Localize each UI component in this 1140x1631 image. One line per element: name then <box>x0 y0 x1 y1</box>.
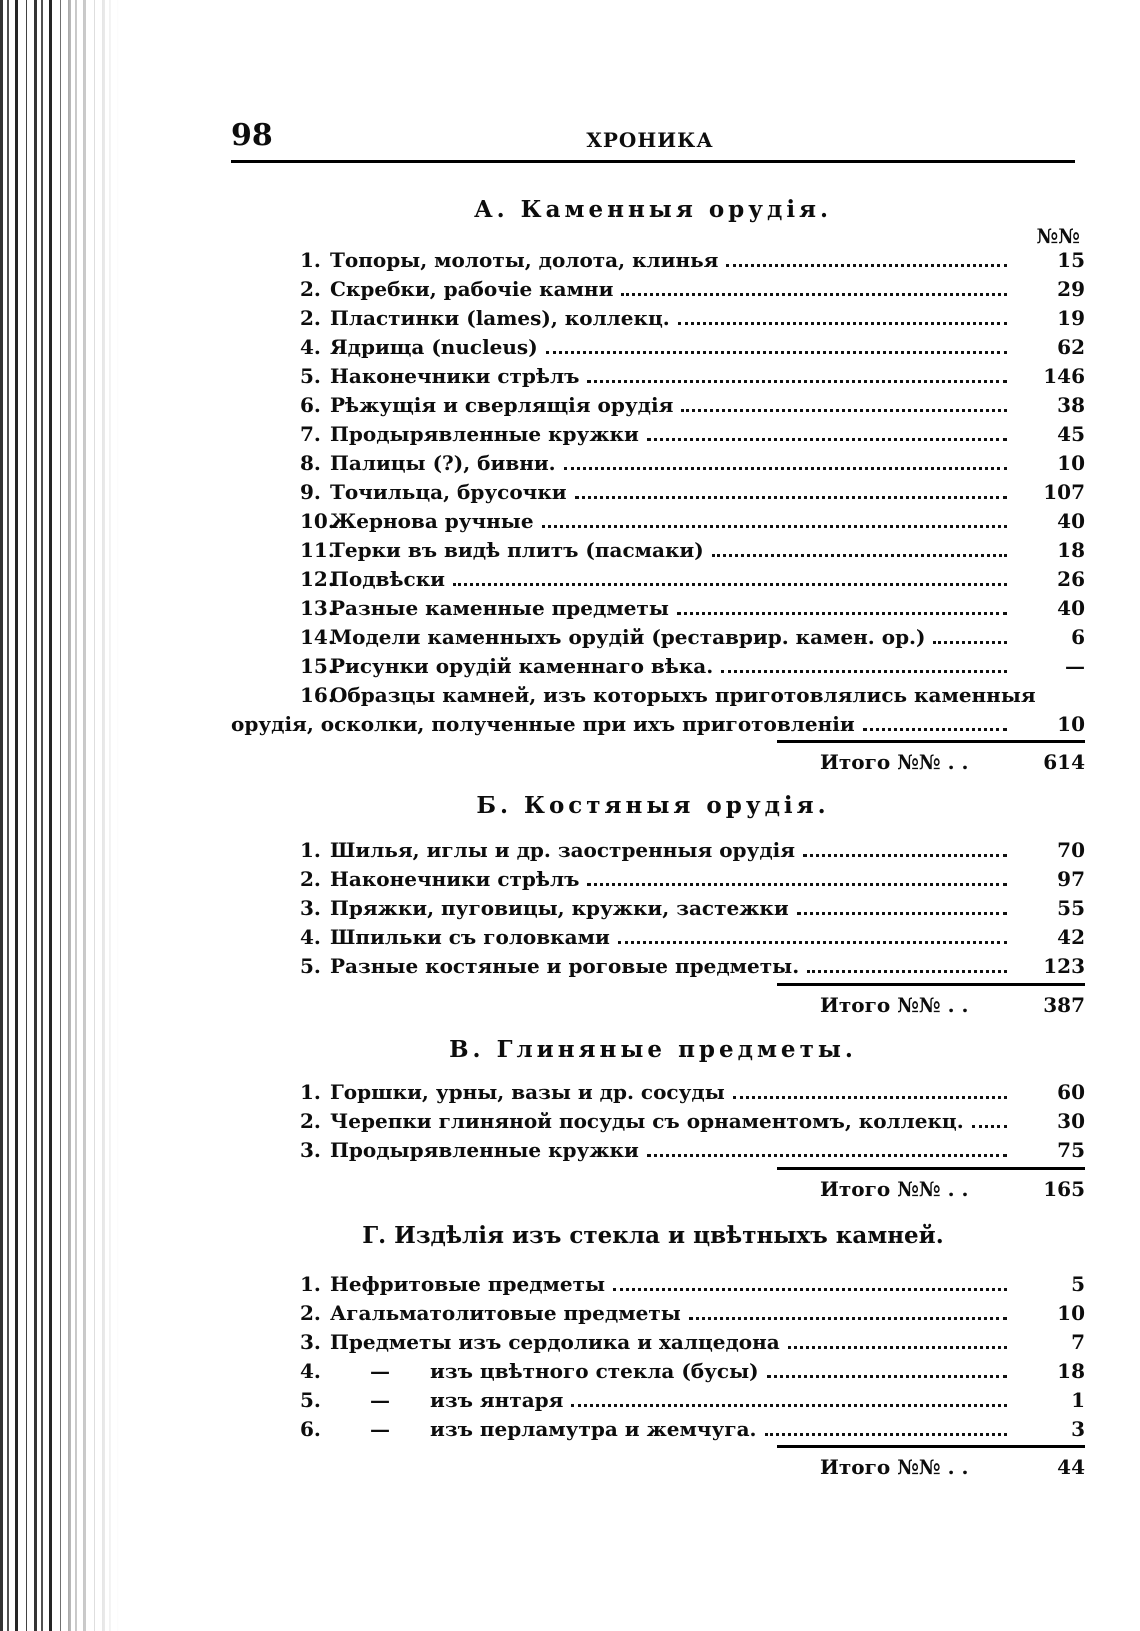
item-label: Предметы изъ сердолика и халцедона <box>330 1330 780 1354</box>
leader-dots <box>733 1095 1007 1099</box>
item-label: Черепки глиняной посуды съ орнаментомъ, коллекц. <box>330 1109 964 1133</box>
section-g-item <box>300 1272 1085 1302</box>
item-label: Ядрища (nucleus) <box>330 335 538 359</box>
total-label: Итого №№ . . <box>820 993 969 1017</box>
item-num: 5. <box>300 954 321 978</box>
item-value: 40 <box>1057 596 1085 620</box>
item-label: Топоры, молоты, долота, клинья <box>330 248 719 272</box>
item-label: Точильца, брусочки <box>330 480 567 504</box>
section-a-item <box>300 509 1085 539</box>
item-num: 9. <box>300 480 321 504</box>
leader-dots <box>765 1432 1008 1436</box>
item-value: 29 <box>1057 277 1085 301</box>
leader-dots <box>803 853 1007 857</box>
item-label: Шпильки съ головками <box>330 925 610 949</box>
leader-dots <box>689 1316 1007 1320</box>
item-label: изъ перламутра и жемчуга. <box>430 1417 757 1441</box>
item-num: 16. <box>300 683 335 707</box>
sum-rule <box>777 983 1085 986</box>
leader-dots <box>618 940 1007 944</box>
section-a-title: А. Каменныя орудія. <box>473 196 833 223</box>
item-value: 30 <box>1057 1109 1085 1133</box>
section-v-item <box>300 1080 1085 1110</box>
section-b-item <box>300 954 1085 984</box>
ditto-dash: — <box>370 1388 390 1412</box>
item-value: 70 <box>1057 838 1085 862</box>
item-num: 2. <box>300 1109 321 1133</box>
item-value: 75 <box>1057 1138 1085 1162</box>
item-num: 6. <box>300 393 321 417</box>
item-label: Палицы (?), бивни. <box>330 451 556 475</box>
section-b-item <box>300 838 1085 868</box>
item-value: 6 <box>1071 625 1085 649</box>
item-value: 60 <box>1057 1080 1085 1104</box>
item-num: 2. <box>300 306 321 330</box>
section-b-item <box>300 896 1085 926</box>
item-num: 10. <box>300 509 335 533</box>
leader-dots <box>587 882 1007 886</box>
item-num: 1. <box>300 838 321 862</box>
item-num: 5. <box>300 1388 321 1412</box>
item-num: 1. <box>300 248 321 272</box>
leader-dots <box>788 1345 1007 1349</box>
section-v-item <box>300 1109 1085 1139</box>
item-num: 11. <box>300 538 335 562</box>
leader-dots <box>575 495 1007 499</box>
leader-dots <box>767 1374 1007 1378</box>
item-label: Агальматолитовые предметы <box>330 1301 681 1325</box>
item-num: 8. <box>300 451 321 475</box>
section-g-item <box>300 1301 1085 1331</box>
sum-rule <box>777 1167 1085 1170</box>
leader-dots <box>721 669 1007 673</box>
item-num: 3. <box>300 1330 321 1354</box>
section-a-item <box>300 654 1085 684</box>
item-label: изъ янтаря <box>430 1388 564 1412</box>
item-value: 10 <box>1057 451 1085 475</box>
total-value: 165 <box>1043 1177 1085 1201</box>
item-value: 5 <box>1071 1272 1085 1296</box>
leader-dots <box>712 553 1007 557</box>
section-a-item <box>300 364 1085 394</box>
item-label: изъ цвѣтного стекла (бусы) <box>430 1359 759 1383</box>
item-value: 40 <box>1057 509 1085 533</box>
total-label: Итого №№ . . <box>820 1455 969 1479</box>
total-value: 614 <box>1043 750 1085 774</box>
leader-dots <box>677 611 1007 615</box>
leader-dots <box>933 640 1007 644</box>
section-a-item <box>300 451 1085 481</box>
item-num: 2. <box>300 1301 321 1325</box>
item-value: 123 <box>1043 954 1085 978</box>
leader-dots <box>647 1153 1007 1157</box>
sum-rule <box>777 740 1085 743</box>
leader-dots <box>453 582 1007 586</box>
section-g-total <box>820 1455 1085 1479</box>
item-label: Терки въ видѣ плитъ (пасмаки) <box>330 538 704 562</box>
item-num: 3. <box>300 896 321 920</box>
section-a-long-item-line2 <box>231 712 1085 742</box>
item-num: 4. <box>300 1359 321 1383</box>
sum-rule <box>777 1445 1085 1448</box>
section-g-item <box>300 1330 1085 1360</box>
item-value: 97 <box>1057 867 1085 891</box>
item-num: 6. <box>300 1417 321 1441</box>
item-label: Пряжки, пуговицы, кружки, застежки <box>330 896 789 920</box>
item-value: — <box>1065 654 1085 678</box>
item-value: 55 <box>1057 896 1085 920</box>
item-value: 19 <box>1057 306 1085 330</box>
item-num: 4. <box>300 335 321 359</box>
section-b-item <box>300 867 1085 897</box>
item-label: Наконечники стрѣлъ <box>330 364 580 388</box>
section-a-item <box>300 248 1085 278</box>
section-g-item <box>300 1417 1085 1447</box>
leader-dots <box>613 1287 1007 1291</box>
leader-dots <box>797 911 1007 915</box>
item-num: 3. <box>300 1138 321 1162</box>
section-b-title: Б. Костяныя орудія. <box>476 792 830 819</box>
item-value: 3 <box>1071 1417 1085 1441</box>
item-label: Наконечники стрѣлъ <box>330 867 580 891</box>
item-num: 5. <box>300 364 321 388</box>
total-label: Итого №№ . . <box>820 1177 969 1201</box>
column-header: №№ <box>1036 224 1080 248</box>
item-label: Продырявленные кружки <box>330 422 639 446</box>
item-num: 2. <box>300 867 321 891</box>
item-label: Продырявленные кружки <box>330 1138 639 1162</box>
item-value: 18 <box>1057 1359 1085 1383</box>
item-label: Образцы камней, изъ которыхъ приготовлялись каменныя <box>330 683 1036 707</box>
item-label: Разные костяные и роговые предметы. <box>330 954 800 978</box>
section-b-item <box>300 925 1085 955</box>
item-value: 10 <box>1057 1301 1085 1325</box>
item-num: 1. <box>300 1080 321 1104</box>
section-a-item <box>300 538 1085 568</box>
section-v-title: В. Глиняные предметы. <box>449 1036 857 1063</box>
section-v-item <box>300 1138 1085 1168</box>
section-a-item <box>300 335 1085 365</box>
item-label: Пластинки (lames), коллекц. <box>330 306 670 330</box>
total-label: Итого №№ . . <box>820 750 969 774</box>
item-value: 107 <box>1043 480 1085 504</box>
item-value: 1 <box>1071 1388 1085 1412</box>
page-number: 98 <box>231 118 273 153</box>
leader-dots <box>571 1403 1007 1407</box>
item-label: Шилья, иглы и др. заостренныя орудія <box>330 838 796 862</box>
header-rule <box>231 160 1075 163</box>
item-label: Рѣжущія и сверлящія орудія <box>330 393 674 417</box>
item-num: 13. <box>300 596 335 620</box>
leader-dots <box>621 292 1007 296</box>
leader-dots <box>681 408 1007 412</box>
leader-dots <box>726 263 1007 267</box>
scan-binding-edge <box>0 0 120 1631</box>
ditto-dash: — <box>370 1359 390 1383</box>
item-num: 2. <box>300 277 321 301</box>
item-value: 42 <box>1057 925 1085 949</box>
item-value: 10 <box>1057 712 1085 736</box>
item-value: 15 <box>1057 248 1085 272</box>
ditto-dash: — <box>370 1417 390 1441</box>
item-label: Горшки, урны, вазы и др. сосуды <box>330 1080 725 1104</box>
section-a-item <box>300 596 1085 626</box>
item-label: Скребки, рабочіе камни <box>330 277 614 301</box>
section-b-total <box>820 993 1085 1017</box>
section-v-total <box>820 1177 1085 1201</box>
section-g-item <box>300 1359 1085 1389</box>
item-value: 26 <box>1057 567 1085 591</box>
item-label: Рисунки орудій каменнаго вѣка. <box>330 654 714 678</box>
section-g-title: Г. Издѣлія изъ стекла и цвѣтныхъ камней. <box>362 1222 944 1249</box>
item-num: 12. <box>300 567 335 591</box>
section-a-item <box>300 393 1085 423</box>
total-value: 44 <box>1057 1455 1085 1479</box>
leader-dots <box>807 969 1007 973</box>
item-label: Модели каменныхъ орудій (реставрир. камен. ор.) <box>330 625 926 649</box>
item-label: орудія, осколки, полученные при ихъ приготовленіи <box>231 712 855 736</box>
section-a-item <box>300 625 1085 655</box>
item-value: 45 <box>1057 422 1085 446</box>
item-label: Подвѣски <box>330 567 445 591</box>
section-a-item <box>300 422 1085 452</box>
section-a-item <box>300 480 1085 510</box>
section-a-long-item-line1 <box>300 683 1036 707</box>
item-num: 4. <box>300 925 321 949</box>
leader-dots <box>542 524 1007 528</box>
item-num: 14. <box>300 625 335 649</box>
item-num: 7. <box>300 422 321 446</box>
section-a-item <box>300 567 1085 597</box>
item-num: 15. <box>300 654 335 678</box>
leader-dots <box>564 466 1007 470</box>
section-g-item <box>300 1388 1085 1418</box>
item-value: 7 <box>1071 1330 1085 1354</box>
section-a-item <box>300 277 1085 307</box>
item-value: 146 <box>1043 364 1085 388</box>
running-head: ХРОНИКА <box>586 128 714 152</box>
item-label: Нефритовые предметы <box>330 1272 606 1296</box>
leader-dots <box>863 727 1007 731</box>
leader-dots <box>546 350 1007 354</box>
leader-dots <box>972 1124 1007 1128</box>
item-value: 62 <box>1057 335 1085 359</box>
item-label: Жернова ручные <box>330 509 534 533</box>
total-value: 387 <box>1043 993 1085 1017</box>
leader-dots <box>678 321 1007 325</box>
item-value: 18 <box>1057 538 1085 562</box>
leader-dots <box>647 437 1007 441</box>
item-num: 1. <box>300 1272 321 1296</box>
item-label: Разные каменные предметы <box>330 596 669 620</box>
section-a-item <box>300 306 1085 336</box>
section-a-total <box>820 750 1085 774</box>
item-value: 38 <box>1057 393 1085 417</box>
leader-dots <box>587 379 1007 383</box>
